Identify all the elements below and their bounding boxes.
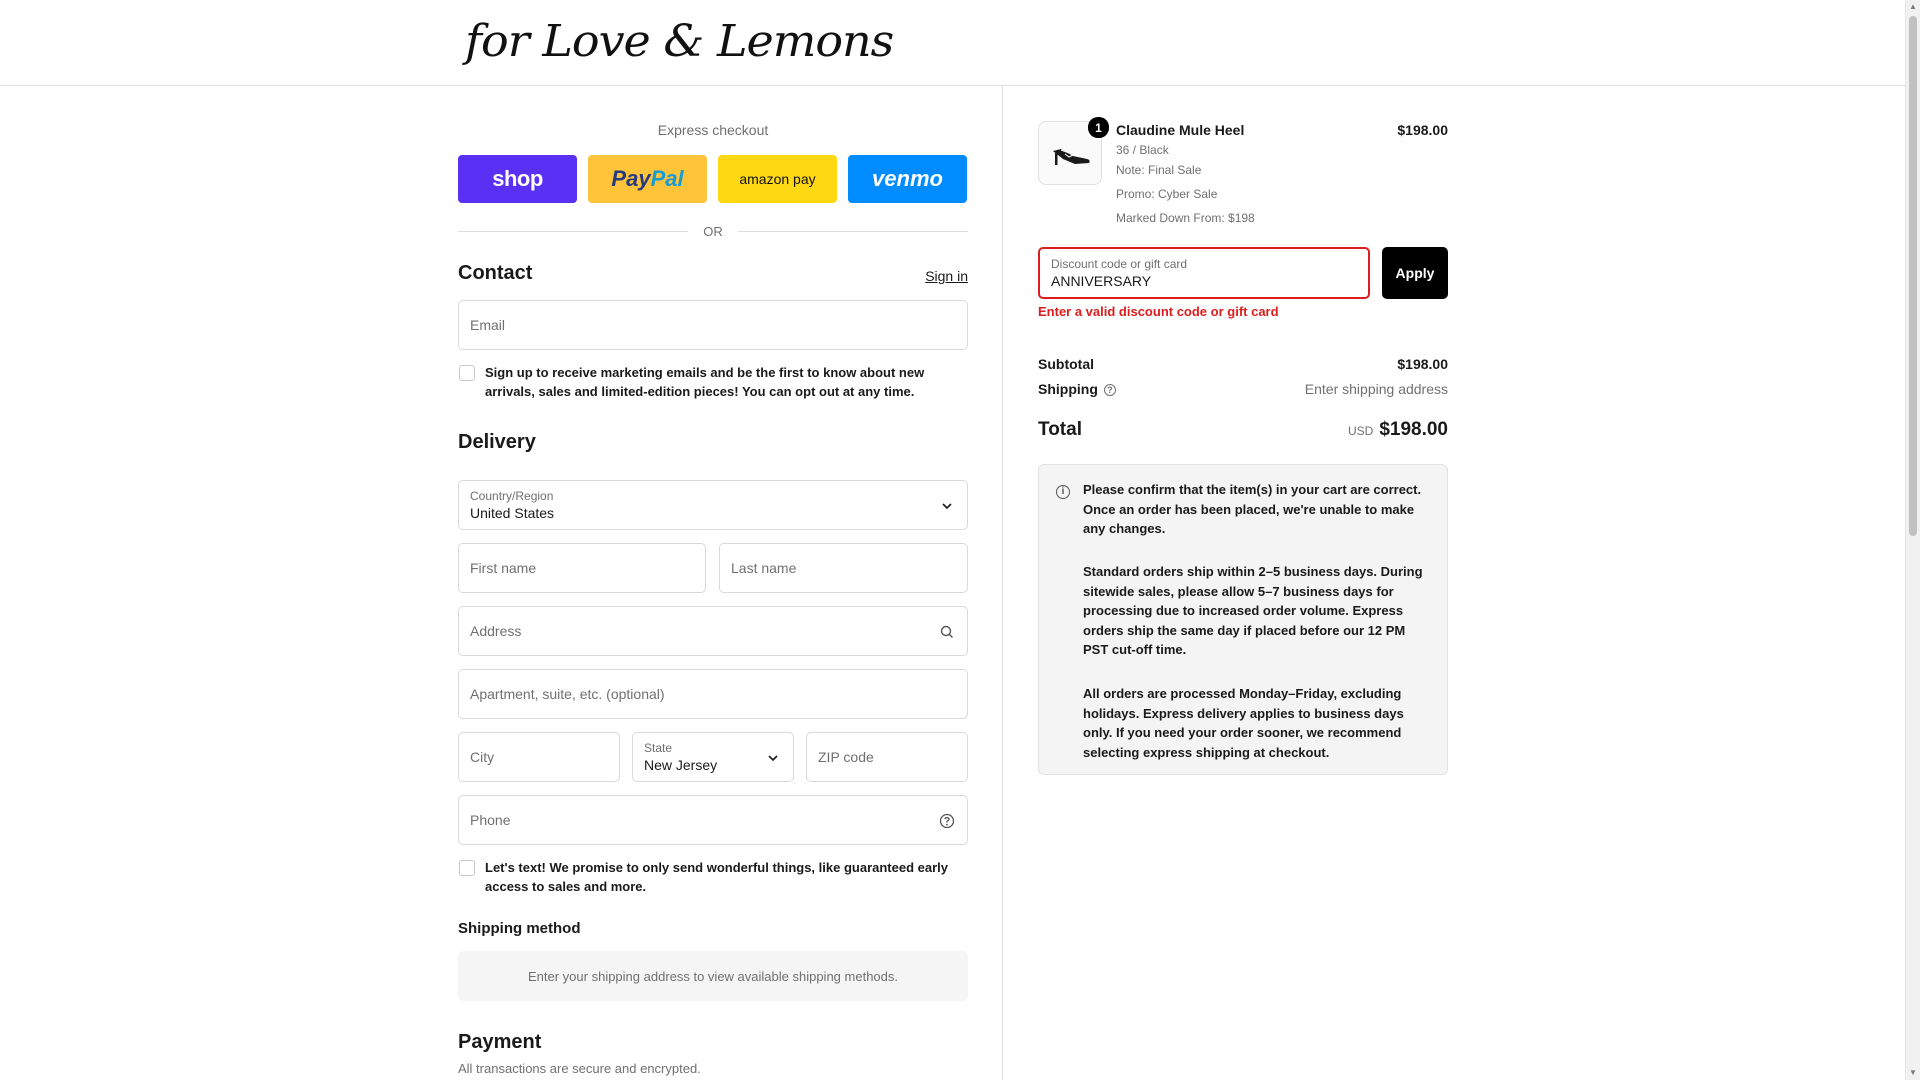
scroll-down-icon[interactable]: ▼ [1909,1068,1917,1077]
payment-title: Payment [458,1031,542,1053]
zip-field[interactable] [806,732,968,782]
or-divider [458,222,968,242]
scrollbar-thumb[interactable] [1909,16,1917,536]
country-value: United States [470,505,555,521]
scrollbar[interactable] [1905,0,1920,1080]
sign-in-link[interactable]: Sign in [925,268,968,284]
product-price: $198.00 [1397,122,1448,138]
zip-placeholder: ZIP code [818,749,874,765]
sms-opt-in [458,858,968,898]
help-icon[interactable] [939,813,955,829]
search-icon [939,624,955,640]
payment-subtitle: All transactions are secure and encrypted. [458,1061,701,1076]
first-name-placeholder: First name [470,560,537,576]
sms-text: Let's text! We promise to only send wonderful things, like guaranteed early access to sales and more. [485,860,948,894]
product-promo: Promo: Cyber Sale [1116,187,1218,201]
email-field[interactable] [458,300,968,350]
venmo-label: venmo [872,166,943,191]
shipping-value: Enter shipping address [1304,381,1448,397]
product-variant: 36 / Black [1116,143,1169,157]
total-value: $198.00 [1379,419,1448,440]
first-name-field[interactable] [458,543,706,593]
shipping-method-message: Enter your shipping address to view available shipping methods. [528,968,898,984]
shipping-method-title: Shipping method [458,920,581,937]
header [0,0,1905,86]
city-placeholder: City [470,749,495,765]
state-value: New Jersey [644,757,718,773]
store-logo[interactable]: for Love & Lemons [465,15,894,67]
phone-placeholder: Phone [470,812,511,828]
order-info-box [1038,464,1448,775]
info-icon: i [1056,485,1070,499]
scroll-up-icon[interactable]: ▲ [1909,2,1917,11]
info-paragraph-3: All orders are processed Monday–Friday, excluding holidays. Express delivery applies to business days only. If you need your order sooner, we recommend selecting express shipping at checkout. [1083,686,1404,760]
apartment-field[interactable] [458,669,968,719]
info-paragraph-1: Please confirm that the item(s) in your cart are correct. Once an order has been placed, we're unable to make any changes. [1083,482,1422,536]
discount-value: ANNIVERSARY [1051,273,1152,289]
country-label: Country/Region [470,489,554,503]
venmo-button[interactable] [848,155,967,203]
apartment-placeholder: Apartment, suite, etc. (optional) [470,686,665,702]
product-name: Claudine Mule Heel [1116,122,1245,138]
state-label: State [644,741,673,755]
shipping-label: Shipping [1038,381,1098,397]
apply-button[interactable]: Apply [1382,247,1448,299]
last-name-placeholder: Last name [731,560,797,576]
address-field[interactable] [458,606,968,656]
product-markdown: Marked Down From: $198 [1116,211,1255,225]
info-paragraph-2: Standard orders ship within 2–5 business days. During sitewide sales, please allow 5–7 business days for processing due to increased order volume. Express orders ship the same day if placed before our 12 PM PST cut-off time. [1083,564,1423,657]
state-select[interactable] [632,732,794,782]
shipping-row [1038,381,1116,397]
paypal-label-pay: Pay [611,166,651,191]
shipping-method-box [458,951,968,1001]
email-placeholder: Email [470,317,506,333]
total-label: Total [1038,419,1082,440]
last-name-field[interactable] [719,543,968,593]
quantity-badge: 1 [1088,117,1109,138]
marketing-text: Sign up to receive marketing emails and be the first to know about new arrivals, sales and limited-edition pieces! You can opt out at any time. [485,365,925,399]
product-note: Note: Final Sale [1116,163,1202,177]
total-currency: USD [1347,424,1374,438]
marketing-checkbox[interactable] [459,365,475,381]
subtotal-value: $198.00 [1397,356,1448,372]
discount-label: Discount code or gift card [1051,257,1188,271]
marketing-opt-in [458,363,968,403]
delivery-title: Delivery [458,431,536,453]
paypal-label-pal: Pal [650,166,684,191]
paypal-button[interactable] [588,155,707,203]
sms-checkbox[interactable] [459,860,475,876]
contact-title: Contact [458,262,533,284]
total-row [1348,419,1448,441]
address-placeholder: Address [470,623,522,639]
or-text: OR [703,224,723,239]
chevron-down-icon [939,498,955,514]
amazon-pay-label: amazon pay [739,171,816,187]
subtotal-label: Subtotal [1038,356,1094,372]
country-select[interactable] [458,480,968,530]
shop-pay-label: shop [492,166,543,191]
column-divider [1002,86,1003,1080]
question-icon[interactable]: ? [1104,384,1116,396]
express-checkout-label: Express checkout [657,122,769,138]
shop-pay-button[interactable] [458,155,577,203]
chevron-down-icon [765,750,781,766]
discount-field[interactable] [1038,247,1370,299]
discount-error: Enter a valid discount code or gift card [1038,304,1279,319]
phone-field[interactable] [458,795,968,845]
city-field[interactable] [458,732,620,782]
amazon-pay-button[interactable] [718,155,837,203]
